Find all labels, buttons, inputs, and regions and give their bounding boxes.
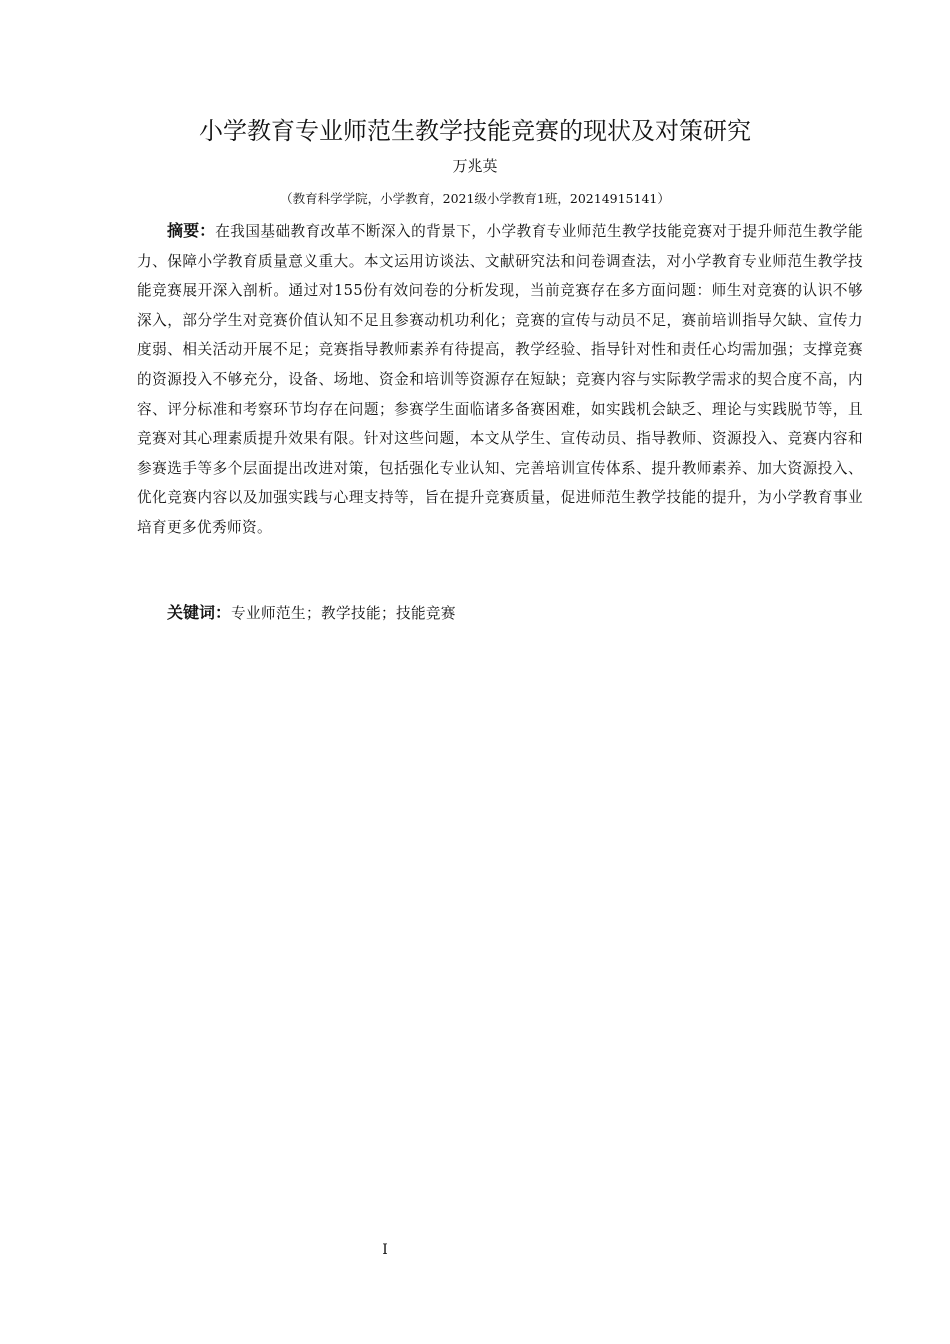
page-number: I	[382, 1242, 388, 1258]
keywords-text: 专业师范生；教学技能；技能竞赛	[231, 605, 456, 622]
abstract-label: 摘要：	[167, 221, 216, 240]
author-affiliation: （教育科学学院，小学教育，2021级小学教育1班，20214915141）	[280, 191, 670, 206]
paper-title: 小学教育专业师范生教学技能竞赛的现状及对策研究	[199, 117, 751, 145]
abstract-paragraph	[137, 216, 863, 543]
keywords-paragraph	[137, 598, 863, 629]
abstract-text: 在我国基础教育改革不断深入的背景下，小学教育专业师范生教学技能竞赛对于提升师范生教学能力、保障小学教育质量意义重大。本文运用访谈法、文献研究法和问卷调查法，对小学教育专业师范生教学技能竞赛展开深入剖析。通过对155份有效问卷的分析发现，当前竞赛存在多方面问题：师生对竞赛的认识不够深入，部分学生对竞赛价值认知不足且参赛动机功利化；竞赛的宣传与动员不足，赛前培训指导欠缺、宣传力度弱、相关活动开展不足；竞赛指导教师素养有待提高，教学经验、指导针对性和责任心均需加强；支撑竞赛的资源投入不够充分，设备、场地、资金和培训等资源存在短缺；竞赛内容与实际教学需求的契合度不高，内容、评分标准和考察环节均存在问题；参赛学生面临诸多备赛困难，如实践机会缺乏、理论与实践脱节等，且竞赛对其心理素质提升效果有限。针对这些问题，本文从学生、宣传动员、指导教师、资源投入、竞赛内容和参赛选手等多个层面提出改进对策，包括强化专业认知、完善培训宣传体系、提升教师素养、加大资源投入、优化竞赛内容以及加强实践与心理支持等，旨在提升竞赛质量，促进师范生教学技能的提升，为小学教育事业培育更多优秀师资。	[137, 223, 863, 536]
author-name: 万兆英	[452, 157, 498, 175]
keywords-label: 关键词：	[167, 603, 232, 622]
